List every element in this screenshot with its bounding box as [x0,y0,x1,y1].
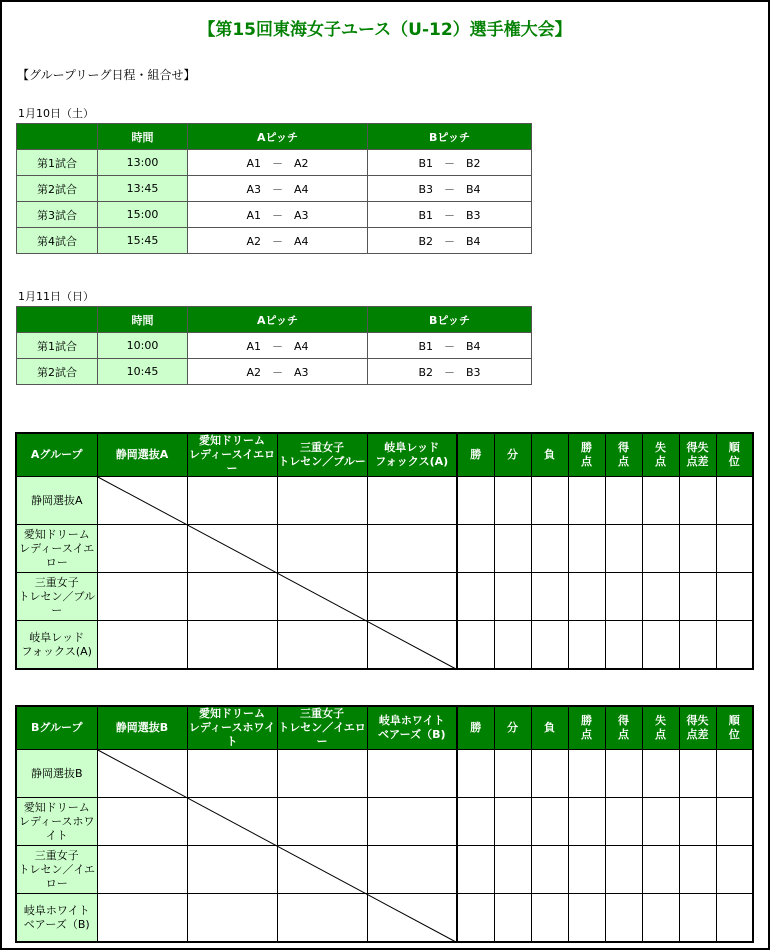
stat-cell [605,894,642,943]
match-label: 第2試合 [17,176,98,202]
stat-cell [679,525,716,573]
stat-cell [531,621,568,670]
group-a-team-row [16,477,753,525]
result-cell [367,750,457,798]
stat-cell [457,750,494,798]
stat-cell [716,894,753,943]
group-b-standings-table [15,705,754,943]
stat-cell [679,621,716,670]
stat-cell [679,894,716,943]
result-cell [277,798,367,846]
diagonal-cell [367,894,457,943]
stat-cell [531,750,568,798]
match-pitch-a: A3 － A4 [188,176,368,202]
stat-cell [605,798,642,846]
stat-column-header: 得失 点差 [679,706,716,750]
group-a-name-header: Aグループ [16,433,97,477]
day1-match-row [17,176,532,202]
result-cell [187,621,277,670]
day1-header-pitch-a: Aピッチ [188,124,368,150]
group-a-standings-table [15,432,754,670]
result-cell [97,621,187,670]
stat-cell [494,894,531,943]
day2-header-row [17,307,532,333]
team-row-label: 岐阜ホワイト ベアーズ（B) [16,894,97,943]
stat-cell [531,477,568,525]
match-time: 13:45 [98,176,188,202]
result-cell [187,846,277,894]
day1-header-pitch-b: Bピッチ [368,124,532,150]
stat-cell [457,798,494,846]
diagonal-cell [277,573,367,621]
team-column-header: 静岡選抜A [97,433,187,477]
stat-column-header: 勝 [457,706,494,750]
result-cell [97,798,187,846]
stat-column-header: 失 点 [642,433,679,477]
stat-cell [605,477,642,525]
stat-cell [457,621,494,670]
stat-cell [605,621,642,670]
result-cell [97,894,187,943]
team-row-label: 三重女子 トレセン／ブルー [16,573,97,621]
result-cell [97,525,187,573]
team-row-label: 静岡選抜A [16,477,97,525]
day2-header-pitch-b: Bピッチ [368,307,532,333]
stat-cell [642,525,679,573]
result-cell [367,477,457,525]
group-b-header-row [16,706,753,750]
team-row-label: 岐阜レッド フォックス(A) [16,621,97,670]
team-column-header: 岐阜レッド フォックス(A) [367,433,457,477]
stat-cell [531,894,568,943]
result-cell [277,894,367,943]
team-row-label: 静岡選抜B [16,750,97,798]
stat-column-header: 分 [494,706,531,750]
match-pitch-a: A2 － A4 [188,228,368,254]
team-column-header: 愛知ドリーム レディースホワイト [188,707,276,748]
day1-match-row [17,228,532,254]
stat-cell [642,750,679,798]
stat-cell [568,525,605,573]
stat-column-header: 勝 点 [568,706,605,750]
group-b-team-row [16,894,753,943]
result-cell [187,894,277,943]
result-cell [367,798,457,846]
stat-cell [679,846,716,894]
match-time: 15:45 [98,228,188,254]
stat-cell [531,798,568,846]
stat-cell [716,477,753,525]
day1-header-row [17,124,532,150]
day2-match-row [17,359,532,385]
stat-cell [568,573,605,621]
stat-cell [642,477,679,525]
match-time: 13:00 [98,150,188,176]
day1-match-row [17,202,532,228]
result-cell [367,573,457,621]
match-pitch-b: B1 － B4 [368,333,532,359]
group-a-team-row [16,573,753,621]
group-a-header-row [16,433,753,477]
day1-header-blank [17,124,98,150]
group-a-team-row [16,525,753,573]
stat-column-header: 勝 点 [568,433,605,477]
match-label: 第4試合 [17,228,98,254]
stat-cell [642,573,679,621]
group-b-name-header: Bグループ [16,706,97,750]
match-pitch-b: B1 － B3 [368,202,532,228]
stat-cell [679,750,716,798]
stat-column-header: 分 [494,433,531,477]
stat-cell [642,621,679,670]
team-row-label: 三重女子 トレセン／イエロー [16,846,97,894]
stat-column-header: 順 位 [716,433,753,477]
stat-column-header: 失 点 [642,706,679,750]
stat-cell [642,798,679,846]
match-time: 15:00 [98,202,188,228]
result-cell [97,846,187,894]
stat-cell [568,894,605,943]
match-pitch-b: B1 － B2 [368,150,532,176]
stat-column-header: 負 [531,706,568,750]
result-cell [277,750,367,798]
result-cell [97,573,187,621]
stat-cell [531,846,568,894]
stat-cell [494,477,531,525]
day1-match-row [17,150,532,176]
stat-cell [642,846,679,894]
stat-column-header: 得 点 [605,433,642,477]
match-time: 10:45 [98,359,188,385]
stat-cell [494,750,531,798]
team-row-label: 愛知ドリーム レディースホワイト [16,798,97,846]
team-row-label: 愛知ドリーム レディースイエロー [16,525,97,573]
stat-cell [716,525,753,573]
stat-cell [568,750,605,798]
day2-header-pitch-a: Aピッチ [188,307,368,333]
match-pitch-b: B2 － B4 [368,228,532,254]
match-label: 第2試合 [17,359,98,385]
day1-schedule-table [16,123,532,254]
stat-cell [568,621,605,670]
result-cell [277,477,367,525]
stat-column-header: 得失 点差 [679,433,716,477]
stat-cell [457,525,494,573]
day2-match-row [17,333,532,359]
match-label: 第1試合 [17,333,98,359]
diagonal-cell [187,798,277,846]
stat-cell [716,846,753,894]
stat-cell [605,525,642,573]
stat-column-header: 順 位 [716,706,753,750]
day2-schedule-table [16,306,532,385]
day1-header-time: 時間 [98,124,188,150]
stat-column-header: 得 点 [605,706,642,750]
group-a-team-row [16,621,753,670]
stat-cell [457,477,494,525]
stat-cell [568,477,605,525]
group-b-team-row [16,798,753,846]
match-pitch-b: B2 － B3 [368,359,532,385]
stat-column-header: 勝 [457,433,494,477]
stat-cell [605,846,642,894]
result-cell [187,750,277,798]
result-cell [367,846,457,894]
group-b-team-row [16,750,753,798]
stat-cell [494,525,531,573]
team-column-header: 三重女子 トレセン／ブルー [277,433,367,477]
stat-cell [716,573,753,621]
team-column-header: 静岡選抜B [97,706,187,750]
stat-cell [531,525,568,573]
team-column-header: 三重女子 トレセン／イエロー [278,707,366,748]
stat-cell [716,798,753,846]
stat-cell [716,621,753,670]
stat-cell [716,750,753,798]
stat-cell [679,477,716,525]
stat-column-header: 負 [531,433,568,477]
result-cell [367,525,457,573]
team-column-header: 岐阜ホワイト ベアーズ（B) [367,706,457,750]
match-pitch-a: A2 － A3 [188,359,368,385]
day2-header-time: 時間 [98,307,188,333]
group-b-team-row [16,846,753,894]
match-time: 10:00 [98,333,188,359]
diagonal-cell [97,750,187,798]
stat-cell [494,573,531,621]
diagonal-cell [277,846,367,894]
team-column-header: 愛知ドリーム レディースイエロー [187,433,277,477]
stat-cell [457,894,494,943]
match-pitch-b: B3 － B4 [368,176,532,202]
result-cell [187,573,277,621]
stat-cell [642,894,679,943]
stat-cell [568,846,605,894]
stat-cell [494,621,531,670]
day2-header-blank [17,307,98,333]
diagonal-cell [97,477,187,525]
match-pitch-a: A1 － A4 [188,333,368,359]
stat-cell [494,798,531,846]
result-cell [277,621,367,670]
day1-date: 1月10日（土） [18,107,94,120]
stat-cell [605,750,642,798]
stat-cell [679,573,716,621]
day2-date: 1月11日（日） [18,290,94,303]
match-pitch-a: A1 － A2 [188,150,368,176]
page-title: 【第15回東海女子ユース（U-12）選手権大会】 [198,20,572,40]
result-cell [277,525,367,573]
stat-cell [457,846,494,894]
match-label: 第3試合 [17,202,98,228]
diagonal-cell [367,621,457,670]
diagonal-cell [187,525,277,573]
match-pitch-a: A1 － A3 [188,202,368,228]
result-cell [187,477,277,525]
stat-cell [531,573,568,621]
stat-cell [679,798,716,846]
match-label: 第1試合 [17,150,98,176]
page-subtitle: 【グループリーグ日程・組合せ】 [17,68,196,82]
stat-cell [605,573,642,621]
stat-cell [457,573,494,621]
stat-cell [568,798,605,846]
stat-cell [494,846,531,894]
